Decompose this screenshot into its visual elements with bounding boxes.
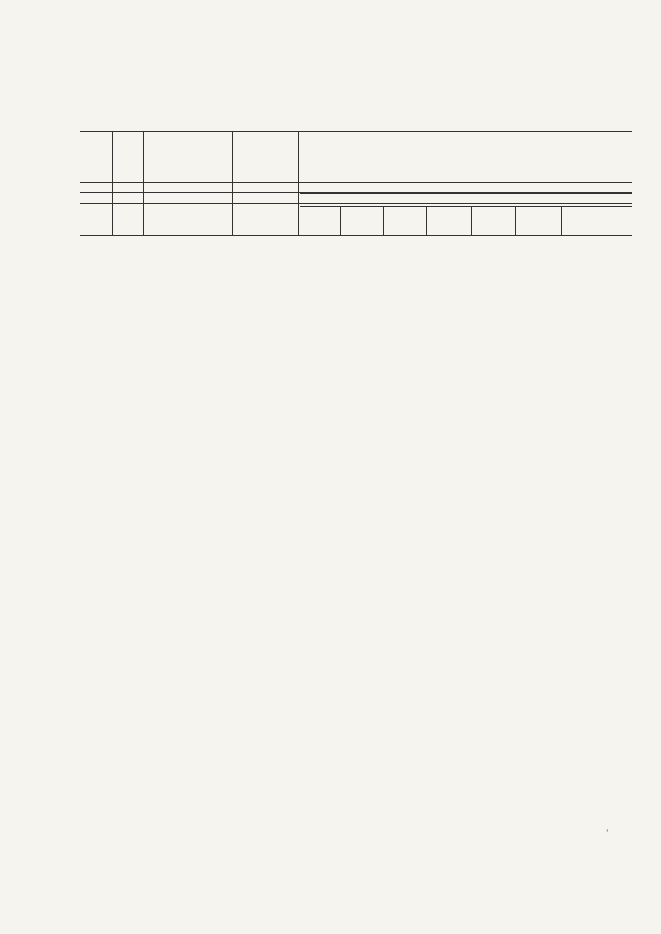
- col-divider: [143, 131, 144, 235]
- col-divider: [515, 206, 516, 235]
- col-divider: [112, 131, 113, 235]
- col-divider: [426, 206, 427, 235]
- col-divider: [561, 206, 562, 235]
- col-divider: [383, 206, 384, 235]
- col-divider: [232, 131, 233, 235]
- col-divider: [298, 131, 299, 235]
- page-mark: ˈ: [606, 828, 609, 838]
- col-divider: [340, 206, 341, 235]
- row3-top-rule: [300, 206, 632, 207]
- table-top-rule: [80, 131, 632, 132]
- col-divider: [471, 206, 472, 235]
- row3-bottom-rule: [80, 235, 632, 236]
- row2-rule: [80, 203, 632, 204]
- range-rule: [300, 193, 632, 194]
- header-bottom-rule: [80, 182, 632, 183]
